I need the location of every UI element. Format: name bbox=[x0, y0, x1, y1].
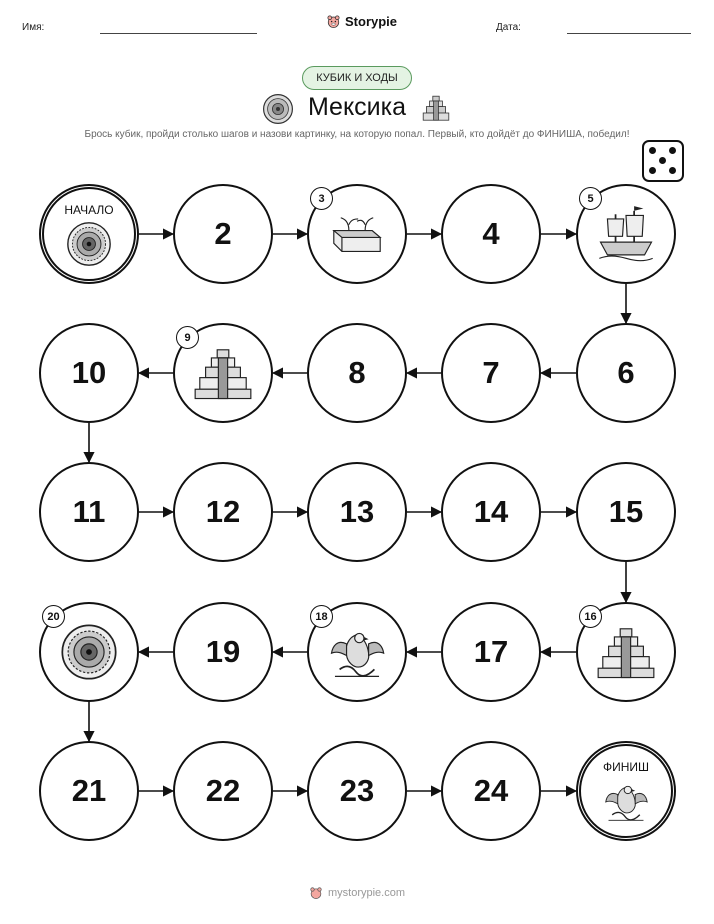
cell-number-badge: 18 bbox=[310, 605, 333, 628]
cell-number: 17 bbox=[473, 634, 509, 669]
date-label: Дата: bbox=[496, 22, 521, 33]
cell-number: 8 bbox=[348, 355, 366, 390]
aztec-calendar-icon bbox=[60, 623, 118, 681]
board-cell-14 bbox=[441, 462, 541, 562]
cell-label: НАЧАЛО bbox=[64, 203, 114, 217]
board-cell-6 bbox=[576, 323, 676, 423]
page-title: Мексика bbox=[307, 93, 407, 121]
board-cell-13 bbox=[307, 462, 407, 562]
board-cell-10 bbox=[39, 323, 139, 423]
cell-number: 23 bbox=[339, 773, 375, 808]
board-cell-7 bbox=[441, 323, 541, 423]
board-cell-24 bbox=[441, 741, 541, 841]
board-cell-8 bbox=[307, 323, 407, 423]
instructions-text: Брось кубик, пройди столько шагов и назови картинку, на которую попал. Первый, кто дойдёт до ФИНИША, победил! bbox=[84, 129, 630, 140]
footer-url[interactable]: mystorypie.com bbox=[327, 887, 406, 899]
cell-number: 2 bbox=[214, 216, 232, 251]
board-cell-9 bbox=[173, 323, 273, 423]
cell-number: 12 bbox=[205, 494, 241, 529]
board-cell-4 bbox=[441, 184, 541, 284]
cell-label: ФИНИШ bbox=[602, 760, 650, 774]
cell-number: 24 bbox=[473, 773, 509, 808]
cell-number: 11 bbox=[72, 494, 106, 529]
cell-number-badge: 16 bbox=[579, 605, 602, 628]
board-cell-23 bbox=[307, 741, 407, 841]
board-cell-5 bbox=[576, 184, 676, 284]
board-cell-17 bbox=[441, 602, 541, 702]
cell-number: 10 bbox=[71, 355, 107, 390]
board-cell-15 bbox=[576, 462, 676, 562]
board-cell-18 bbox=[307, 602, 407, 702]
board-cell-20 bbox=[39, 602, 139, 702]
cell-number: 22 bbox=[205, 773, 241, 808]
cell-number: 13 bbox=[339, 494, 375, 529]
board-cell-22 bbox=[173, 741, 273, 841]
board-cell-19 bbox=[173, 602, 273, 702]
eagle-serpent-icon bbox=[603, 778, 649, 824]
board-cell-11 bbox=[39, 462, 139, 562]
cell-number-badge: 5 bbox=[579, 187, 602, 210]
cell-number: 7 bbox=[482, 355, 500, 390]
cell-number: 4 bbox=[482, 216, 500, 251]
cell-number: 6 bbox=[617, 355, 635, 390]
eagle-serpent-icon bbox=[328, 623, 386, 681]
galleon-ship-icon bbox=[597, 205, 655, 263]
cell-number-badge: 3 bbox=[310, 187, 333, 210]
footer-mascot-icon bbox=[309, 886, 323, 900]
footer bbox=[0, 886, 714, 900]
cell-number-badge: 9 bbox=[176, 326, 199, 349]
brand-name: Storypie bbox=[345, 14, 398, 29]
board-cell-2 bbox=[173, 184, 273, 284]
cell-number-badge: 20 bbox=[42, 605, 65, 628]
pyramid-icon bbox=[194, 344, 252, 402]
chinampa-garden-icon bbox=[328, 205, 386, 263]
pyramid-icon bbox=[597, 623, 655, 681]
board-cell-3 bbox=[307, 184, 407, 284]
board-cell-1 bbox=[39, 184, 139, 284]
cell-number: 15 bbox=[608, 494, 644, 529]
board-cell-21 bbox=[39, 741, 139, 841]
cell-number: 19 bbox=[205, 634, 241, 669]
name-label: Имя: bbox=[22, 22, 45, 33]
cell-number: 21 bbox=[71, 773, 107, 808]
cell-number: 14 bbox=[473, 494, 509, 529]
board-cell-12 bbox=[173, 462, 273, 562]
aztec-calendar-icon bbox=[66, 221, 112, 267]
board-cell-16 bbox=[576, 602, 676, 702]
game-type-pill: КУБИК И ХОДЫ bbox=[302, 66, 412, 90]
board-cell-25 bbox=[576, 741, 676, 841]
